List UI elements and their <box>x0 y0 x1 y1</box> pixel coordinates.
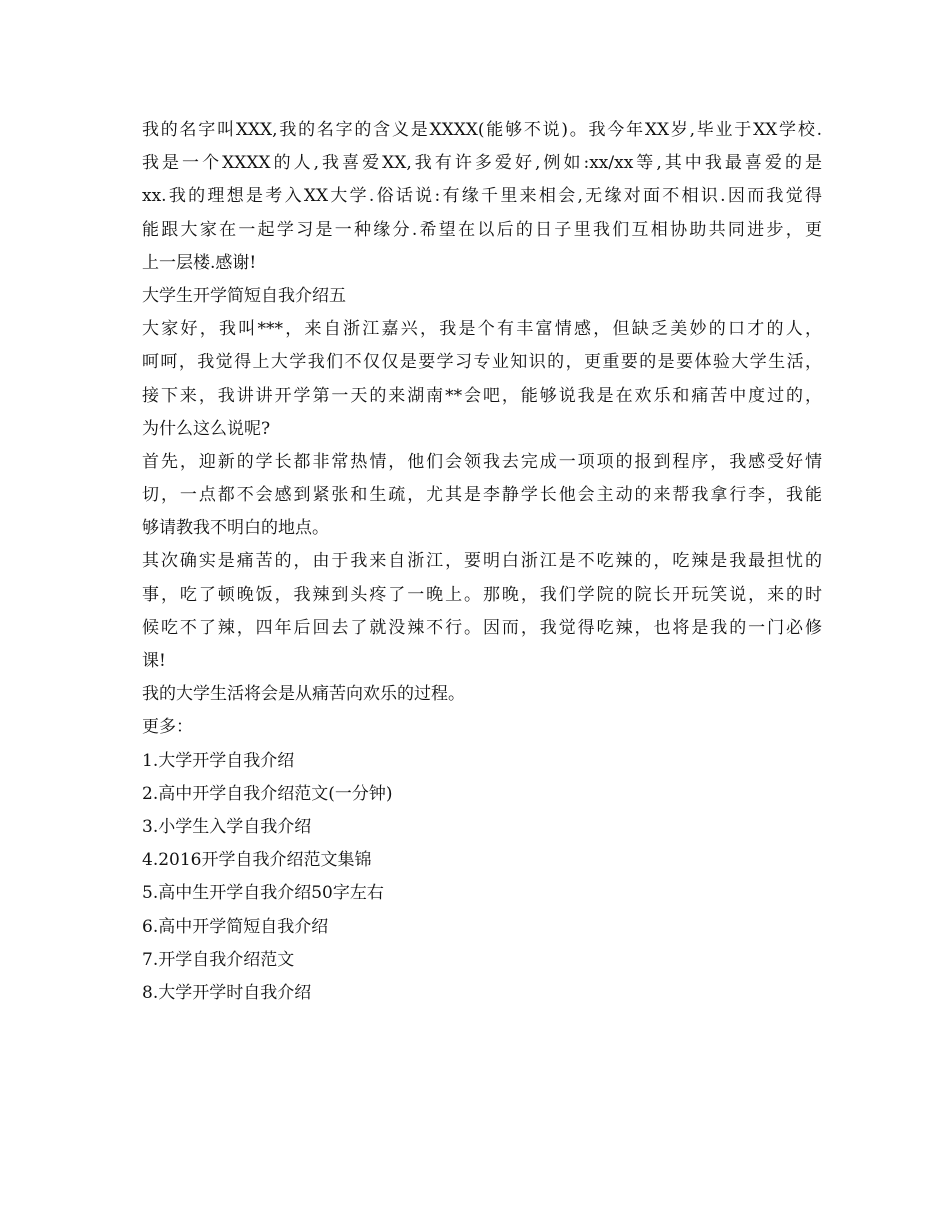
paragraph-second <box>142 545 822 678</box>
heading-text: 大学生开学简短自我介绍五 <box>142 285 346 306</box>
text-line: 事，吃了顿晚饭，我辣到头疼了一晚上。那晚，我们学院的院长开玩笑说，来的时 <box>142 584 822 605</box>
more-list-item[interactable]: 1.大学开学自我介绍 <box>142 750 295 771</box>
section-heading <box>142 280 822 313</box>
more-list <box>142 745 822 1011</box>
more-label: 更多： <box>142 717 193 738</box>
text-line: 呵呵，我觉得上大学我们不仅仅是要学习专业知识的，更重要的是要体验大学生活， <box>142 352 822 373</box>
text-line: 大家好，我叫***，来自浙江嘉兴，我是个有丰富情感，但缺乏美妙的口才的人， <box>142 319 822 340</box>
paragraph-conclusion <box>142 678 822 711</box>
text-line: 够请教我不明白的地点。 <box>142 518 329 539</box>
paragraph-greeting <box>142 313 822 446</box>
text-line: 切，一点都不会感到紧张和生疏，尤其是李静学长他会主动的来帮我拿行李，我能 <box>142 485 822 506</box>
text-line: 首先，迎新的学长都非常热情，他们会领我去完成一项项的报到程序，我感受好情 <box>142 451 822 472</box>
more-list-item[interactable]: 4.2016开学自我介绍范文集锦 <box>142 850 372 871</box>
more-section <box>142 711 822 1010</box>
paragraph-intro <box>142 114 822 280</box>
document-body <box>142 114 822 1010</box>
more-list-item[interactable]: 6.高中开学简短自我介绍 <box>142 916 329 937</box>
more-list-item[interactable]: 3.小学生入学自我介绍 <box>142 816 312 837</box>
text-line: 其次确实是痛苦的，由于我来自浙江，要明白浙江是不吃辣的，吃辣是我最担忧的 <box>142 551 822 572</box>
text-line: 我的名字叫XXX,我的名字的含义是XXXX(能够不说)。我今年XX岁,毕业于XX学校. <box>142 120 822 140</box>
text-line: 我的大学生活将会是从痛苦向欢乐的过程。 <box>142 684 465 705</box>
text-line: 候吃不了辣，四年后回去了就没辣不行。因而，我觉得吃辣，也将是我的一门必修 <box>142 617 822 638</box>
text-line: 能跟大家在一起学习是一种缘分.希望在以后的日子里我们互相协助共同进步，更 <box>142 219 822 240</box>
paragraph-first <box>142 446 822 546</box>
more-list-item[interactable]: 7.开学自我介绍范文 <box>142 949 295 970</box>
text-line: 接下来，我讲讲开学第一天的来湖南**会吧，能够说我是在欢乐和痛苦中度过的， <box>142 385 822 406</box>
more-list-item[interactable]: 8.大学开学时自我介绍 <box>142 982 312 1003</box>
text-line: 课! <box>142 651 166 671</box>
text-line: xx.我的理想是考入XX大学.俗话说:有缘千里来相会,无缘对面不相识.因而我觉得 <box>142 186 822 207</box>
more-list-item[interactable]: 2.高中开学自我介绍范文(一分钟) <box>142 783 393 804</box>
more-list-item[interactable]: 5.高中生开学自我介绍50字左右 <box>142 883 384 904</box>
text-line: 我是一个XXXX的人,我喜爱XX,我有许多爱好,例如:xx/xx等,其中我最喜爱的是 <box>142 153 822 174</box>
text-line: 为什么这么说呢? <box>142 418 271 439</box>
text-line: 上一层楼.感谢! <box>142 252 257 273</box>
